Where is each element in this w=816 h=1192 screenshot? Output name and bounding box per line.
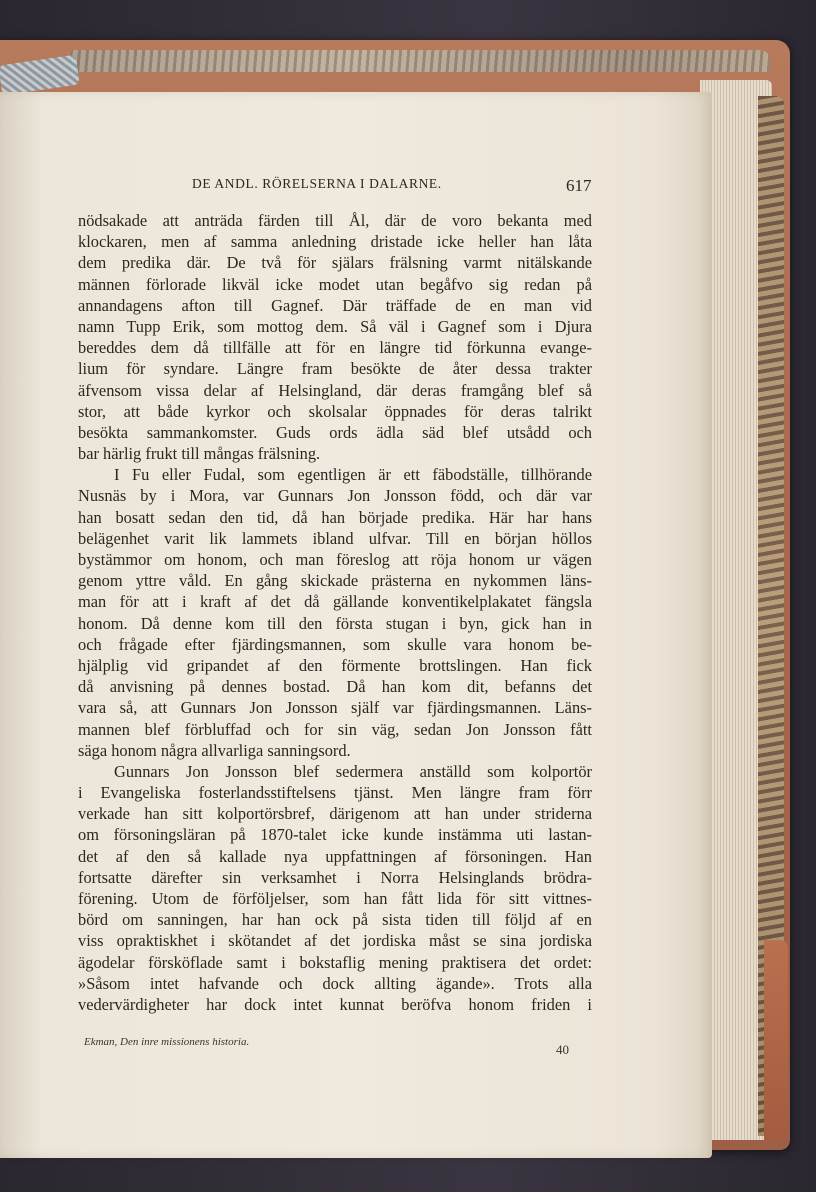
text-line: genom yttre våld. En gång skickade prästerna en nykommen läns- <box>78 571 592 591</box>
text-line: »Såsom intet hafvande och dock allting ägande». Trots alla <box>78 973 592 993</box>
text-line: äfvensom vissa delar af Helsingland, där deras framgång blef så <box>78 380 592 400</box>
text-line: vara så, att Gunnars Jon Jonsson själf var fjärdingsmannen. Läns- <box>78 698 592 718</box>
text-line: börd om sanningen, har han ock på sista tiden till följd af en <box>78 910 592 930</box>
text-line: och frågade efter fjärdingsmannen, som skulle vara honom be- <box>78 634 592 654</box>
book-page <box>0 92 712 1158</box>
text-line: Gunnars Jon Jonsson blef sedermera anställd som kolportör <box>114 761 592 781</box>
text-line: mannen blef förbluffad och for sin väg, sedan Jon Jonsson fått <box>78 719 592 739</box>
text-line: då anvisning på dennes bostad. Då han kom dit, befanns det <box>78 677 592 697</box>
text-line: klockaren, men af samma anledning dristade icke heller han låta <box>78 232 592 252</box>
footer-citation: Ekman, Den inre missionens historia. <box>84 1036 250 1048</box>
page-text-block <box>0 92 712 1158</box>
text-line: besökta sammankomster. Guds ords ädla säd blef utsådd och <box>78 422 592 442</box>
text-line: honom. Då denne kom till den första stugan i byn, gick han in <box>78 613 592 633</box>
text-line: namn Tupp Erik, som mottog dem. Så väl i Gagnef som i Djura <box>78 316 592 336</box>
text-line: det af den så kallade nya uppfattningen af försoningen. Han <box>78 846 592 866</box>
running-head: DE ANDL. RÖRELSERNA I DALARNE. <box>192 176 442 191</box>
text-line: annandagens afton till Gagnef. Där träffade de en man vid <box>78 295 592 315</box>
text-line: I Fu eller Fudal, som egentligen är ett fäbodställe, tillhörande <box>114 465 592 485</box>
marbled-top-edge <box>70 50 770 72</box>
text-line: lium för syndare. Längre fram besökte de åter dessa trakter <box>78 359 592 379</box>
body-text <box>78 210 592 1015</box>
text-line: säga honom några allvarliga sanningsord. <box>78 740 351 760</box>
leather-corner <box>764 940 788 1140</box>
text-line: bar härlig frukt till mångas frälsning. <box>78 444 321 464</box>
text-line: han bosatt sedan den tid, då han började predika. Här har hans <box>78 507 592 527</box>
text-line: i Evangeliska fosterlandsstiftelsens tjänst. Men längre fram förr <box>78 783 592 803</box>
text-line: männen förlorade likväl icke modet utan begåfvo sig redan på <box>78 274 592 294</box>
text-line: dem predika där. De två för själars frälsning varmt nitälskande <box>78 253 592 273</box>
text-line: om försoningsläran på 1870-talet icke kunde instämma uti lastan- <box>78 825 592 845</box>
text-line: stor, att både kyrkor och skolsalar öppnades för deras talrikt <box>78 401 592 421</box>
text-line: förening. Utom de förföljelser, som han fått lida för sitt vittnes- <box>78 889 592 908</box>
text-line: man för att i kraft af det då gällande konventikelplakatet fängsla <box>78 592 592 612</box>
page-number: 617 <box>566 176 592 195</box>
text-line: nödsakade att anträda färden till Ål, där de voro bekanta med <box>78 211 592 230</box>
text-line: fortsatte därefter sin verksamhet i Norra Helsinglands brödra- <box>78 867 592 887</box>
text-line: verkade han sitt kolportörsbref, därigenom att han under striderna <box>78 804 592 824</box>
text-line: vedervärdigheter har dock intet kunnat beröfva honom friden i <box>78 994 592 1014</box>
text-line: bystämmor om honom, och man föreslog att röja honom ur vägen <box>78 550 592 569</box>
text-line: bereddes dem då tillfälle att för en längre tid förkunna evange- <box>78 338 592 358</box>
text-line: viss opraktiskhet i skötandet af det jordiska måst se sina jordiska <box>78 931 592 951</box>
signature-mark: 40 <box>556 1042 569 1057</box>
text-line: Nusnäs by i Mora, var Gunnars Jon Jonsson född, och där var <box>78 486 592 506</box>
text-line: hjälplig vid gripandet af den förmente brottslingen. Han fick <box>78 655 592 675</box>
text-line: belägenhet varit lik lammets ibland ulfvar. Till en början höllos <box>78 528 592 548</box>
text-line: ägodelar försköflade samt i bokstaflig mening praktisera det ordet: <box>78 952 592 972</box>
